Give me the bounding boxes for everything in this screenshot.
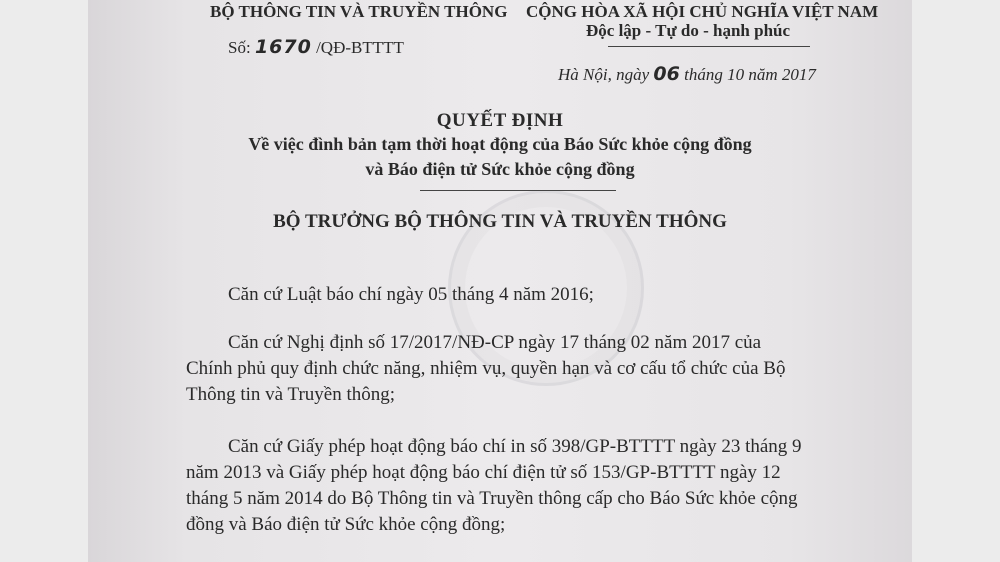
paragraph-line: năm 2013 và Giấy phép hoạt động báo chí điện tử số 153/GP-BTTTT ngày 12 <box>186 462 781 483</box>
paragraph-line: Thông tin và Truyền thông; <box>186 384 396 405</box>
decision-subject-line-2: và Báo điện tử Sức khỏe cộng đồng <box>365 159 635 179</box>
motto-underline <box>608 46 810 47</box>
decision-heading: QUYẾT ĐỊNH <box>436 110 564 131</box>
doc-number-prefix: Số: <box>228 38 255 57</box>
paragraph-line: đồng và Báo điện tử Sức khỏe cộng đồng; <box>186 514 506 535</box>
paragraph-line: Căn cứ Luật báo chí ngày 05 tháng 4 năm 2016; <box>228 284 594 305</box>
document-number <box>228 36 404 58</box>
paragraph-license-basis <box>186 434 876 538</box>
date-suffix: tháng 10 năm 2017 <box>679 65 816 84</box>
paragraph-line: Chính phủ quy định chức năng, nhiệm vụ, quyền hạn và cơ cấu tổ chức của Bộ <box>186 358 786 379</box>
decision-subject-line-1: Về việc đình bản tạm thời hoạt động của Báo Sức khỏe cộng đồng <box>248 134 752 154</box>
issue-date <box>558 63 816 85</box>
doc-number-suffix: /QĐ-BTTTT <box>311 38 404 57</box>
document-page <box>88 0 912 562</box>
date-day-handwritten: 06 <box>653 63 680 85</box>
issuing-authority: BỘ TRƯỞNG BỘ THÔNG TIN VÀ TRUYỀN THÔNG <box>273 211 727 232</box>
republic-name: CỘNG HÒA XÃ HỘI CHỦ NGHĨA VIỆT NAM <box>526 2 879 21</box>
date-prefix: Hà Nội, ngày <box>558 65 654 84</box>
doc-number-handwritten: 1670 <box>254 36 312 58</box>
ministry-name: BỘ THÔNG TIN VÀ TRUYỀN THÔNG <box>210 2 508 21</box>
national-motto: Độc lập - Tự do - hạnh phúc <box>586 21 791 40</box>
paragraph-line: Căn cứ Giấy phép hoạt động báo chí in số 398/GP-BTTTT ngày 23 tháng 9 <box>228 436 802 457</box>
paragraph-line: tháng 5 năm 2014 do Bộ Thông tin và Truyền thông cấp cho Báo Sức khỏe cộng <box>186 488 798 509</box>
paragraph-decree-basis <box>186 330 876 408</box>
title-underline <box>420 190 616 191</box>
paragraph-law-basis <box>186 282 876 308</box>
paragraph-line: Căn cứ Nghị định số 17/2017/NĐ-CP ngày 17 tháng 02 năm 2017 của <box>228 332 762 353</box>
